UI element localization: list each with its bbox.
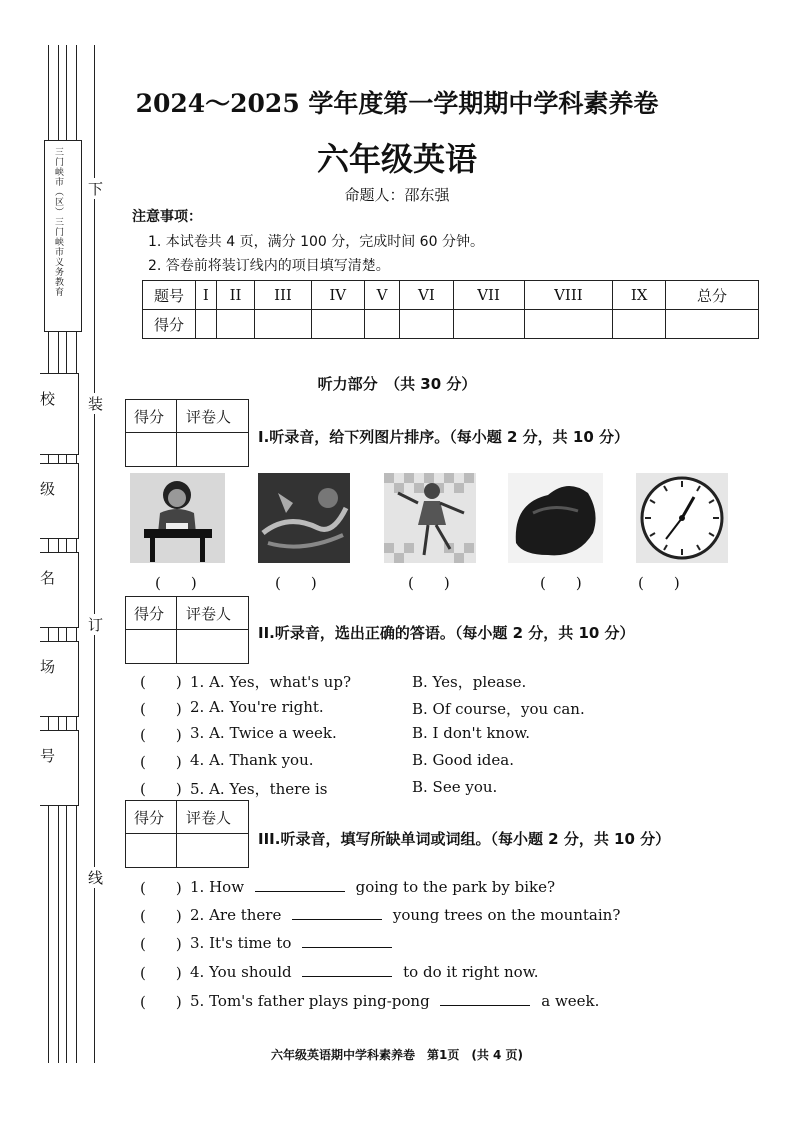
dancing-girl-picture — [384, 473, 476, 563]
page-footer: 六年级英语期中学科素养卷 第1页 (共 4 页) — [270, 1048, 524, 1062]
sentence-end: young trees on the mountain? — [392, 906, 621, 924]
score-header-cell: I — [196, 281, 217, 310]
fill-sentence — [190, 905, 620, 924]
score-header-cell: IX — [613, 281, 666, 310]
binding-char-xia: 下 — [88, 180, 104, 198]
answer-paren[interactable]: ( ) — [140, 993, 182, 1011]
score-header-cell: III — [255, 281, 311, 310]
grader-box — [125, 399, 249, 467]
score-table — [142, 280, 759, 339]
score-header-cell: IV — [311, 281, 364, 310]
score-cell[interactable] — [196, 310, 217, 339]
picture-answer-blank[interactable]: ( ) — [275, 574, 317, 592]
fill-sentence — [190, 991, 599, 1010]
grader-score-label: 得分 — [134, 605, 165, 623]
binding-char-xian: 线 — [88, 869, 104, 887]
option-a: 3. A. Twice a week. — [190, 724, 337, 742]
option-a: 4. A. Thank you. — [190, 751, 314, 769]
option-b: B. I don't know. — [412, 724, 531, 742]
fill-sentence — [190, 962, 539, 981]
student-reading-picture — [130, 473, 225, 563]
name-field-box[interactable] — [40, 552, 79, 628]
picture-answer-blank[interactable]: ( ) — [540, 574, 582, 592]
exam-title: 2024～2025 学年度第一学期期中学科素养卷 — [135, 89, 659, 118]
clock-picture — [636, 473, 728, 563]
score-header-cell: VII — [453, 281, 524, 310]
option-b: B. Good idea. — [412, 751, 514, 769]
answer-paren[interactable]: ( ) — [140, 726, 182, 744]
answer-paren[interactable]: ( ) — [140, 964, 182, 982]
grader-box — [125, 596, 249, 664]
option-a: 5. A. Yes，there is — [190, 780, 328, 798]
sentence-start: 1. How — [190, 878, 245, 896]
option-b: B. Yes，please. — [412, 673, 527, 691]
fill-blank[interactable] — [292, 905, 382, 920]
answer-paren[interactable]: ( ) — [140, 673, 182, 691]
dumpling-picture — [508, 473, 603, 563]
score-cell[interactable] — [453, 310, 524, 339]
class-field-box[interactable] — [40, 463, 79, 539]
fill-blank[interactable] — [255, 877, 345, 892]
score-cell[interactable] — [255, 310, 311, 339]
sentence-start: 2. Are there — [190, 906, 282, 924]
binding-small-text: 三门峡市（区）三门峡市义务教育 — [53, 147, 63, 297]
grader-reviewer-label: 评卷人 — [186, 605, 232, 623]
score-cell[interactable] — [524, 310, 613, 339]
fill-sentence — [190, 933, 398, 952]
option-a: 1. A. Yes，what's up? — [190, 673, 351, 691]
name-label: 名 — [40, 569, 56, 587]
fill-blank[interactable] — [302, 962, 392, 977]
option-b: B. See you. — [412, 778, 498, 796]
dragon-boat-picture — [258, 473, 350, 563]
score-header-cell: II — [216, 281, 255, 310]
picture-answer-blank[interactable]: ( ) — [155, 574, 197, 592]
score-table-header-row — [143, 281, 759, 310]
score-header-cell: VIII — [524, 281, 613, 310]
note-item: 1. 本试卷共 4 页，满分 100 分，完成时间 60 分钟。 — [148, 234, 484, 250]
sentence-start: 5. Tom's father plays ping-pong — [190, 992, 430, 1010]
picture-answer-blank[interactable]: ( ) — [408, 574, 450, 592]
grader-box — [125, 800, 249, 868]
sentence-start: 3. It's time to — [190, 934, 292, 952]
sentence-end: to do it right now. — [403, 963, 539, 981]
class-label: 级 — [40, 480, 56, 498]
score-header-cell: 题号 — [143, 281, 196, 310]
notes-title: 注意事项： — [132, 209, 202, 225]
sentence-end: a week. — [541, 992, 600, 1010]
school-label: 校 — [40, 390, 56, 408]
score-cell[interactable] — [613, 310, 666, 339]
picture-answer-blank[interactable]: ( ) — [638, 574, 680, 592]
number-field-box[interactable] — [40, 730, 79, 806]
answer-paren[interactable]: ( ) — [140, 935, 182, 953]
binding-char-zhuang: 装 — [88, 395, 104, 413]
listening-section-title: 听力部分 （共 30 分） — [317, 375, 477, 393]
sentence-end: going to the park by bike? — [355, 878, 556, 896]
score-cell[interactable] — [216, 310, 255, 339]
fill-blank[interactable] — [440, 991, 530, 1006]
grader-reviewer-label: 评卷人 — [186, 809, 232, 827]
answer-paren[interactable]: ( ) — [140, 753, 182, 771]
answer-paren[interactable]: ( ) — [140, 780, 182, 798]
score-row-label: 得分 — [143, 310, 196, 339]
score-table-score-row — [143, 310, 759, 339]
exam-subtitle: 六年级英语 — [316, 140, 477, 178]
score-cell[interactable] — [666, 310, 759, 339]
option-b: B. Of course，you can. — [412, 700, 585, 718]
score-header-cell: V — [364, 281, 399, 310]
number-label: 号 — [40, 747, 56, 765]
grader-score-label: 得分 — [134, 408, 165, 426]
room-field-box[interactable] — [40, 641, 79, 717]
score-header-cell: 总分 — [666, 281, 759, 310]
exam-author: 命题人：邵东强 — [344, 186, 450, 204]
answer-paren[interactable]: ( ) — [140, 879, 182, 897]
binding-char-ding: 订 — [88, 616, 104, 634]
part3-heading: III.听录音，填写所缺单词或词组。（每小题 2 分，共 10 分） — [258, 830, 671, 848]
grader-score-label: 得分 — [134, 809, 165, 827]
score-cell[interactable] — [364, 310, 399, 339]
grader-reviewer-label: 评卷人 — [186, 408, 232, 426]
option-a: 2. A. You're right. — [190, 698, 324, 716]
room-label: 场 — [40, 658, 56, 676]
score-cell[interactable] — [311, 310, 364, 339]
answer-paren[interactable]: ( ) — [140, 700, 182, 718]
score-cell[interactable] — [400, 310, 453, 339]
part2-heading: II.听录音，选出正确的答语。（每小题 2 分，共 10 分） — [258, 624, 635, 642]
answer-paren[interactable]: ( ) — [140, 907, 182, 925]
part1-heading: I.听录音，给下列图片排序。（每小题 2 分，共 10 分） — [258, 428, 629, 446]
fill-sentence — [190, 877, 555, 896]
fill-blank[interactable] — [302, 933, 392, 948]
score-header-cell: VI — [400, 281, 453, 310]
note-item: 2. 答卷前将装订线内的项目填写清楚。 — [148, 258, 390, 274]
sentence-start: 4. You should — [190, 963, 292, 981]
